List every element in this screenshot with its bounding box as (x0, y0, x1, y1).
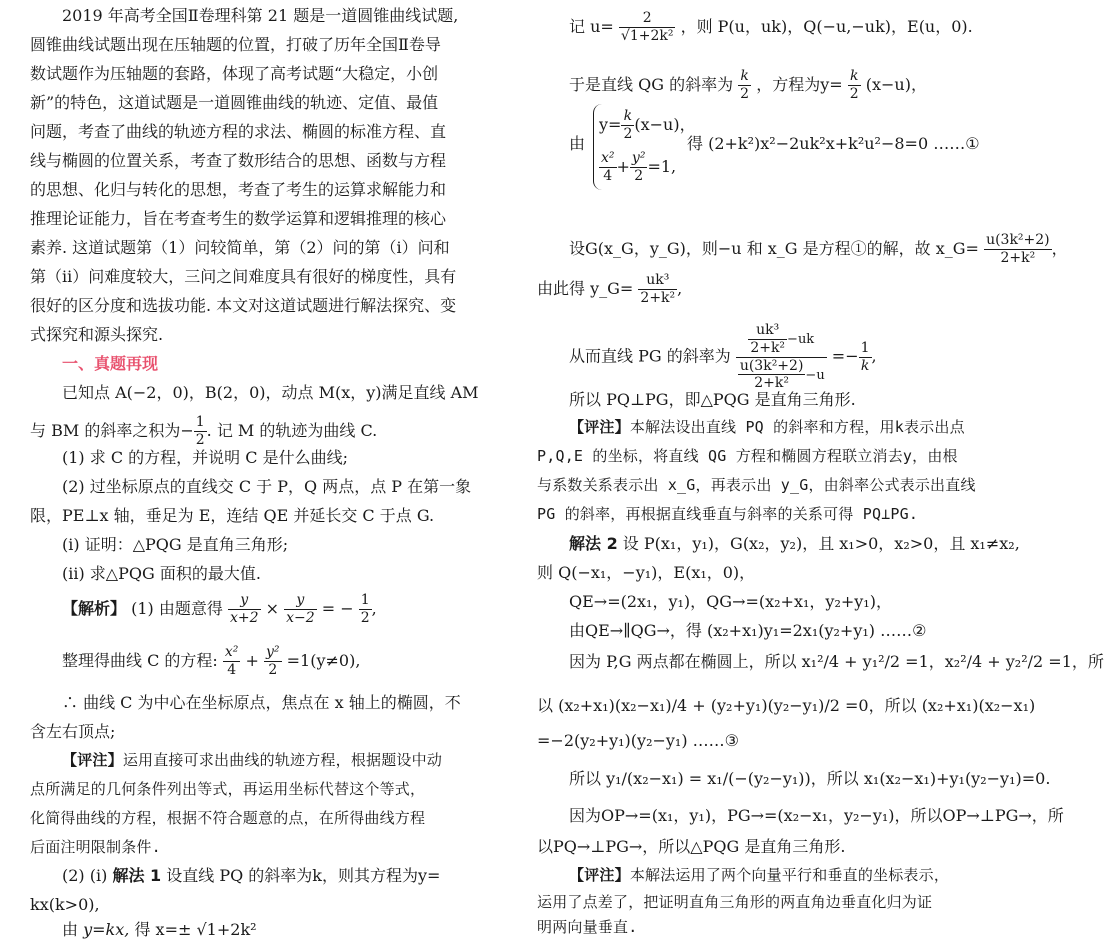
paragraph-line: 素养. 这道试题第（1）问较简单，第（2）问的第（i）问和 (30, 238, 450, 257)
text: (2) (i) (62, 866, 113, 885)
frac-num: 1 (860, 339, 870, 356)
question-2i: (i) 证明：△PQG 是直角三角形; (62, 535, 289, 554)
text: 设G(x_G，y_G)，则−u 和 x_G 是方程①的解，故 x_G= (569, 238, 979, 258)
solution-line: kx(k>0), (30, 895, 100, 914)
frac-den (736, 358, 827, 393)
fraction (748, 322, 787, 357)
comment-tag: 【评注】 (569, 866, 630, 884)
plus: + (616, 156, 630, 176)
text: ，则 P(u，uk)，Q(−u,−uk)，E(u，0). (680, 16, 973, 36)
frac-den: 2 (634, 167, 644, 184)
comment-line: PG 的斜率，再根据直线垂直与斜率的关系可得 PQ⊥PG. (537, 505, 919, 523)
system-equation-1 (30, 920, 257, 939)
comment-line (30, 751, 442, 769)
comment-line: 明两向量垂直. (537, 918, 638, 936)
comment-tag: 【评注】 (62, 751, 123, 769)
frac-num: y (228, 592, 261, 610)
equation-3: =−2(y₂+y₁)(y₂−y₁) ……③ (537, 731, 740, 750)
vector-line: QE→=(2x₁，y₁)，QG→=(x₂+x₁，y₂+y₁)， (569, 592, 892, 611)
text: 由此得 y_G= (537, 278, 634, 298)
analysis-line (30, 592, 377, 627)
problem-line: 已知点 A(−2，0)，B(2，0)，动点 M(x，y)满足直线 AM (62, 383, 479, 402)
solution-line (537, 534, 1020, 553)
text: 设直线 PQ 的斜率为k，则其方程为y= (161, 866, 441, 885)
fraction (264, 644, 282, 679)
question-2-cont: 限，PE⊥x 轴，垂足为 E，连结 QE 并延长交 C 于点 G. (30, 506, 435, 525)
frac-den: 2+k² (640, 289, 676, 306)
fraction (984, 232, 1052, 267)
frac-num: k (621, 108, 634, 126)
comment-line: 运用了点差了，把证明直角三角形的两直角边垂直化归为证 (537, 893, 933, 911)
fraction-half (194, 414, 207, 449)
parallel-line: 由QE→∥QG→，得 (x₂+x₁)y₁=2x₁(y₂+y₁) ……② (569, 621, 927, 640)
frac-num: y² (631, 150, 646, 166)
text: 得 x=± (134, 920, 192, 939)
system-eq-line (599, 150, 676, 185)
frac-num: k (738, 68, 751, 86)
frac-den: 2+k² (1000, 249, 1036, 266)
formula-line (537, 272, 682, 307)
comment-line: P,Q,E 的坐标，将直线 QG 方程和椭圆方程联立消去y，由根 (537, 447, 958, 465)
question-1: (1) 求 C 的方程，并说明 C 是什么曲线; (62, 448, 348, 467)
conclusion-line: ∴ 曲线 C 为中心在坐标原点，焦点在 x 轴上的椭圆，不 (62, 693, 461, 712)
fraction (848, 68, 861, 103)
formula-line (537, 68, 927, 103)
frac-den: 2 (268, 661, 278, 678)
solution-line: 则 Q(−x₁，−y₁)，E(x₁，0)， (537, 563, 756, 582)
solution-tag: 解法 2 (569, 534, 618, 553)
comment-line (537, 866, 949, 884)
question-2ii: (ii) 求△PQG 面积的最大值. (62, 564, 261, 583)
analysis-text: (1) 由题意得 (131, 598, 223, 618)
frac-num: x² (224, 644, 239, 660)
equals: = − (321, 598, 354, 618)
text: (x−u)， (634, 114, 696, 134)
problem-text: 与 BM 的斜率之积为− (30, 420, 194, 440)
text: 设 P(x₁，y₁)，G(x₂，y₂)，且 x₁>0，x₂>0，且 x₁≠x₂, (617, 534, 1020, 553)
frac-den: 2 (623, 125, 633, 142)
paragraph-line: 新”的特色，这道试题是一道圆锥曲线的轨迹、定值、最值 (30, 93, 439, 112)
frac-num: uk³ (748, 322, 787, 340)
comment-line: 后面注明限制条件. (30, 838, 161, 856)
frac-num: 1 (360, 592, 370, 608)
text: √1+2k² (196, 920, 257, 939)
frac-den: 2+k² (750, 339, 786, 356)
comment-line (537, 418, 965, 436)
frac-num: u(3k²+2) (986, 232, 1050, 248)
fraction (599, 150, 617, 185)
conclusion-line: 含左右顶点; (30, 722, 116, 741)
system-label: 由 (569, 134, 586, 153)
comment-line: 点所满足的几何条件列出等式，再运用坐标代替这个等式， (30, 780, 426, 798)
paragraph-line: 2019 年高考全国Ⅱ卷理科第 21 题是一道圆锥曲线试题, (62, 6, 459, 25)
text: y= (599, 114, 622, 134)
frac-num: x² (601, 150, 615, 166)
text: y=kx, (83, 920, 130, 939)
text: , (677, 278, 683, 298)
solution-line (30, 866, 440, 885)
ratio-line: 所以 y₁/(x₂−x₁) = x₁/(−(y₂−y₁))，所以 x₁(x₂−x₁)+y₁(y₂−y₁)=0. (569, 769, 1051, 788)
problem-text: . 记 M 的轨迹为曲线 C. (206, 420, 378, 440)
system-eq-line (599, 108, 696, 143)
fraction (223, 644, 241, 679)
text: =1, (647, 156, 677, 176)
paragraph-line: 线与椭圆的位置关系，考查了数形结合的思想、函数与方程 (30, 151, 447, 170)
frac-den: √1+2k² (620, 27, 674, 44)
ellipse-condition-line: 因为 P,G 两点都在椭圆上，所以 x₁²/4 + y₁²/2 =1，x₂²/4 + y₂²/2 =1，所 (569, 652, 1104, 671)
fraction (738, 68, 751, 103)
comment-text: 运用直接可求出曲线的轨迹方程，根据题设中动 (122, 751, 443, 769)
conclusion-line: 所以 PQ⊥PG，即△PQG 是直角三角形. (569, 390, 856, 409)
fraction (619, 10, 676, 45)
fraction (859, 340, 872, 375)
frac-den: 2 (740, 85, 750, 102)
difference-line: 以 (x₂+x₁)(x₂−x₁)/4 + (y₂+y₁)(y₂−y₁)/2 =0，所以 (x₂+x₁)(x₂−x₁) (537, 696, 1036, 715)
vector-perp-line: 因为OP→=(x₁，y₁)，PG→=(x₂−x₁，y₂−y₁)，所以OP→⊥PG→，所 (569, 806, 1064, 825)
analysis-tag: 【解析】 (62, 598, 127, 618)
pg-slope-line (537, 322, 877, 392)
text: 整理得曲线 C 的方程: (62, 650, 218, 670)
ellipse-equation-line (30, 644, 360, 679)
vector-perp-line: 以PQ→⊥PG→，所以△PQG 是直角三角形. (537, 837, 846, 856)
comment-line: 与系数关系表示出 x_G，再表示出 y_G，由斜率公式表示出直线 (537, 476, 976, 494)
text: 由 (62, 920, 79, 939)
comment-text: 本解法设出直线 PQ 的斜率和方程，用k表示出点 (629, 418, 965, 436)
formula-line (537, 232, 1068, 267)
section-heading: 一、真题再现 (62, 354, 159, 373)
text: ， (1051, 238, 1068, 258)
fraction (284, 592, 317, 627)
frac-den: 2 (849, 85, 859, 102)
fraction (228, 592, 261, 627)
paragraph-line: 的思想、化归与转化的思想，考查了考生的运算求解能力和 (30, 180, 447, 199)
comment-line: 化简得曲线的方程，根据不符合题意的点，在所得曲线方程 (30, 809, 426, 827)
comment-tag: 【评注】 (569, 418, 630, 436)
paragraph-line: 第（ii）问难度较大，三问之间难度具有很好的梯度性，具有 (30, 267, 457, 286)
solution-tag: 解法 1 (112, 866, 162, 885)
fraction (359, 592, 372, 627)
fraction (638, 272, 677, 307)
frac-num: 1 (195, 414, 205, 430)
frac-num: 2 (619, 10, 676, 28)
formula-line (537, 10, 973, 45)
frac-den: 4 (603, 167, 613, 184)
times-sign: × (265, 598, 280, 618)
frac-den: 4 (227, 661, 237, 678)
system-result: 得 (2+k²)x²−2uk²x+k²u²−8=0 ……① (687, 134, 980, 153)
text: 记 u= (569, 16, 614, 36)
problem-line (30, 414, 377, 449)
text: −uk (787, 331, 815, 347)
paragraph-line: 圆锥曲线试题出现在压轴题的位置，打破了历年全国Ⅱ卷导 (30, 35, 441, 54)
fraction (630, 150, 648, 185)
text: =1(y≠0), (286, 650, 361, 670)
text: (x−u)， (865, 74, 927, 94)
plus: + (245, 650, 259, 670)
question-2: (2) 过坐标原点的直线交 C 于 P，Q 两点，点 P 在第一象 (62, 477, 472, 496)
frac-den: 2 (360, 609, 370, 626)
text: −u (805, 367, 825, 383)
paragraph-line: 推理论证能力，旨在考查考生的数学运算和逻辑推理的核心 (30, 209, 447, 228)
text: =− (831, 346, 859, 366)
paragraph-line: 式探究和源头探究. (30, 325, 164, 344)
paragraph-line: 问题，考查了曲线的轨迹方程的求法、椭圆的标准方程、直 (30, 122, 447, 141)
paragraph-line: 数试题作为压轴题的套路，体现了高考试题“大稳定，小创 (30, 64, 439, 83)
paragraph-line: 很好的区分度和选拔功能. 本文对这道试题进行解法探究、变 (30, 296, 457, 315)
frac-den: k (860, 357, 870, 374)
frac-num: y (284, 592, 317, 610)
frac-den: 2+k² (754, 375, 789, 392)
frac-num (736, 322, 827, 358)
comment-text: 本解法运用了两个向量平行和垂直的坐标表示， (629, 866, 950, 884)
compound-fraction (736, 322, 827, 392)
text: , (871, 346, 877, 366)
fraction (738, 358, 806, 393)
frac-num: u(3k²+2) (739, 357, 804, 374)
text: ，方程为y= (756, 74, 843, 94)
fraction (621, 108, 634, 143)
frac-num: k (848, 68, 861, 86)
text: 于是直线 QG 的斜率为 (569, 74, 734, 94)
frac-den: 2 (195, 431, 205, 448)
frac-num: uk³ (638, 272, 677, 290)
text: 从而直线 PG 的斜率为 (569, 346, 731, 366)
frac-den: x+2 (229, 609, 259, 626)
frac-den: x−2 (286, 609, 315, 626)
frac-num: y² (266, 644, 280, 660)
comma: , (371, 598, 377, 618)
